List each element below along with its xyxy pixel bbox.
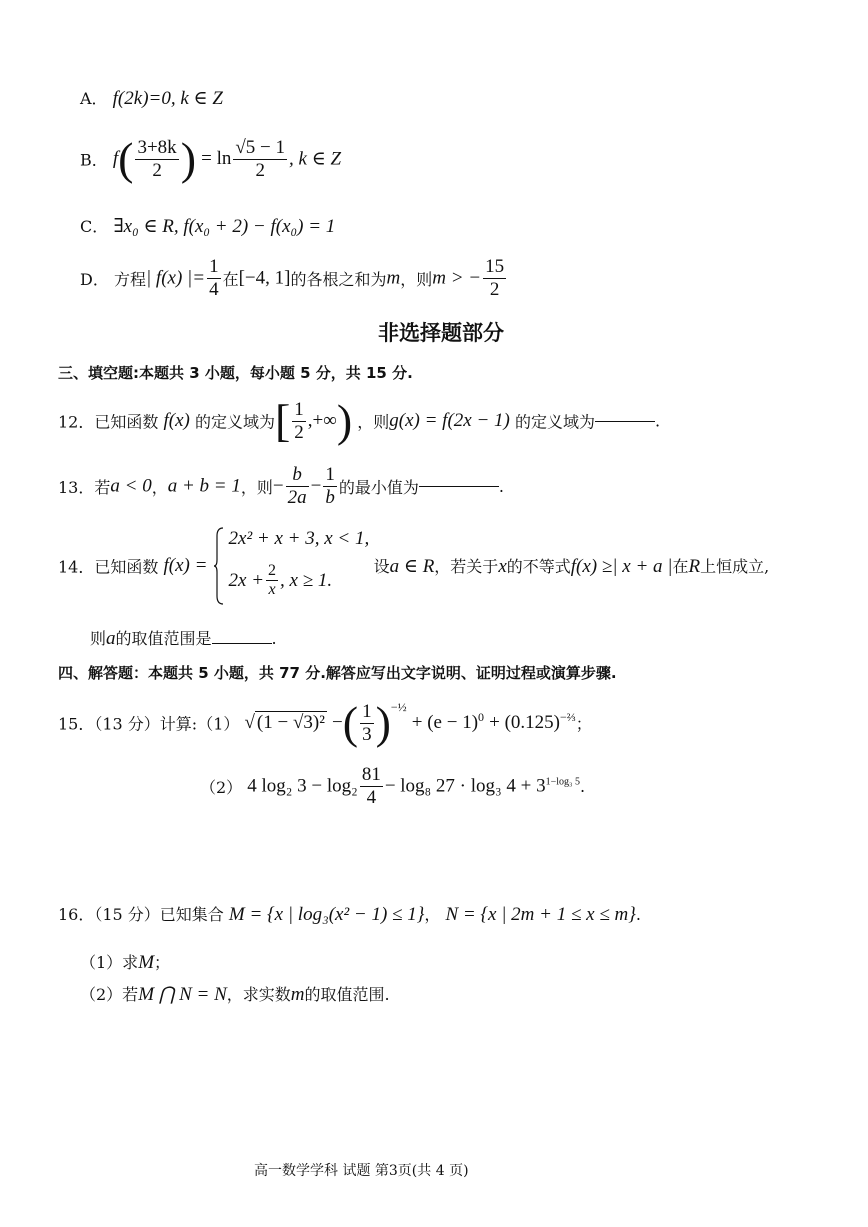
q15-frac-n: 1 — [362, 700, 372, 722]
q16-number: 16．（15 分）已知集合 — [58, 905, 224, 924]
q13-number: 13． — [58, 477, 95, 497]
option-b-tail: , k ∈ Z — [289, 148, 342, 170]
q14-number: 14． — [58, 557, 95, 577]
question-14 — [58, 526, 769, 606]
question-12 — [58, 395, 661, 446]
q13-minus: − — [272, 475, 284, 497]
q14-case2-a: 2x + — [228, 569, 265, 591]
q13-end: . — [498, 476, 504, 496]
q14-text3: 的不等式 — [506, 557, 571, 576]
option-d-mid2: 的各根之和为 — [290, 269, 387, 289]
q12-frac — [292, 399, 306, 444]
option-b-f: f — [112, 148, 119, 169]
q16-s1-end: ； — [154, 953, 171, 972]
q12-end: . — [654, 411, 661, 431]
q12-number: 12． — [58, 412, 95, 432]
q13-n1: b — [286, 464, 309, 487]
q13-frac2 — [323, 464, 337, 509]
option-b — [80, 133, 342, 184]
option-d-interval: [−4, 1] — [238, 267, 291, 289]
q13-then: ，则 — [240, 477, 273, 497]
option-c-label: C． — [80, 217, 109, 236]
q13-minus2: − — [310, 475, 322, 497]
q15-lparen: ( — [342, 697, 359, 748]
q12-answer-blank[interactable] — [595, 421, 655, 422]
q16-s2-end: 的取值范围. — [304, 985, 390, 1004]
q16-M: M = {x | log₃(x² − 1) ≤ 1} — [228, 904, 425, 925]
question-16-sub2 — [80, 982, 390, 1006]
q14-text2: ，若关于 — [434, 557, 499, 576]
q15-minus: − — [332, 712, 343, 733]
q15-exp1: −½ — [390, 700, 407, 714]
option-d-num: 1 — [209, 256, 219, 277]
q16-s2-mid: ，求实数 — [226, 985, 291, 1004]
q15-p2-b: − log₈ 27 · log₃ 4 + 3 — [384, 775, 546, 797]
q13-answer-blank[interactable] — [419, 486, 499, 487]
question-14-line2 — [90, 626, 277, 650]
question-15-part2 — [200, 764, 585, 809]
option-d-label: D． — [80, 269, 109, 289]
q15-frac — [360, 701, 374, 746]
q13-n2: 1 — [325, 464, 335, 485]
q12-g: g(x) = f(2x − 1) — [389, 410, 510, 431]
q12-int-num: 1 — [294, 398, 304, 420]
question-13 — [58, 464, 504, 509]
q13-tail: 的最小值为 — [338, 477, 419, 497]
part4-heading: 四、解答题：本题共 5 小题，共 77 分.解答应写出文字说明、证明过程或演算步骤. — [58, 664, 617, 682]
option-d-den2: 2 — [489, 278, 500, 300]
option-a — [80, 86, 223, 110]
q14-line2-a: a — [106, 628, 116, 649]
q12-int-den: 2 — [294, 421, 304, 443]
q13-sep: ， — [151, 477, 168, 497]
q12-pre: 已知函数 — [94, 412, 159, 432]
q15-p2-a: 4 log₂ 3 − log₂ — [247, 775, 358, 797]
option-d-mid: 在 — [222, 269, 239, 289]
option-d-den: 4 — [209, 278, 219, 300]
q14-text4: 在 — [672, 557, 689, 576]
question-16-sub1 — [80, 950, 170, 974]
q14-x: x — [498, 556, 507, 577]
option-b-frac2 — [233, 137, 287, 182]
option-d-num2: 15 — [485, 256, 505, 277]
q12-rparen: ) — [336, 395, 353, 446]
option-d-expr2: m > − — [432, 267, 482, 289]
q15-exp2: 0 — [478, 710, 485, 725]
q14-R: R — [688, 556, 701, 577]
q14-line2-tail: 的取值范围是 — [115, 629, 212, 648]
q15-p2-d: 4 — [366, 786, 377, 808]
option-d-mid3: ，则 — [400, 269, 433, 289]
q12-lbracket: [ — [274, 395, 291, 446]
q15-term3: + (0.125) — [489, 712, 561, 733]
q15-frac-d: 3 — [362, 723, 372, 745]
part3-heading: 三、填空题:本题共 3 小题，每小题 5 分，共 15 分. — [58, 364, 413, 382]
q14-a-in: a ∈ R — [389, 556, 435, 577]
q15-p2-frac — [360, 764, 383, 809]
page-footer: 高一数学学科 试题 第3页(共 4 页) — [254, 1163, 469, 1179]
q16-s1-pre: （1）求 — [80, 953, 139, 972]
q12-mid: 的定义域为 — [194, 412, 275, 432]
q14-text: 设 — [373, 557, 390, 576]
option-b-label: B． — [80, 150, 108, 170]
q14-case2 — [229, 562, 333, 600]
q14-answer-blank[interactable] — [212, 643, 272, 644]
q16-end: . — [635, 905, 641, 924]
question-16 — [58, 902, 641, 926]
q15-end1: ； — [575, 714, 592, 734]
option-b-den: 2 — [152, 159, 162, 181]
option-c-expr: ∃x₀ ∈ R, f(x₀ + 2) − f(x₀) = 1 — [113, 216, 336, 237]
q14-pre: 已知函数 — [94, 557, 159, 577]
q14-f: f(x) = — [163, 555, 208, 576]
option-b-lparen: ( — [118, 133, 134, 184]
q16-s2-expr: M ⋂ N = N — [138, 984, 227, 1005]
option-b-den2: 2 — [255, 159, 265, 181]
option-d — [80, 256, 508, 301]
option-b-num2: √5 − 1 — [235, 136, 286, 158]
q16-s2-pre: （2）若 — [80, 985, 139, 1004]
q15-term2: + (e − 1) — [411, 712, 479, 733]
q13-d1: 2a — [287, 486, 307, 508]
q14-case2-b: , x ≥ 1. — [280, 569, 333, 591]
q14-cases — [213, 526, 370, 606]
q16-s1-M: M — [138, 952, 155, 973]
option-c — [80, 214, 335, 238]
q15-p2-n: 81 — [361, 764, 381, 785]
q13-frac1 — [286, 464, 309, 509]
q16-N: N = {x | 2m + 1 ≤ x ≤ m} — [445, 904, 636, 925]
option-b-rparen: ) — [180, 133, 197, 184]
q13-d2: b — [325, 486, 335, 508]
q14-text5: 上恒成立, — [700, 557, 770, 576]
q12-f: f(x) — [163, 410, 190, 431]
q16-sep: ， — [424, 905, 441, 924]
q12-int-tail: ,+∞ — [307, 410, 337, 431]
q15-sqrt: √ (1 − √3)² — [244, 712, 325, 733]
q15-rparen: ) — [375, 697, 391, 748]
q15-p2: （2） — [200, 777, 243, 797]
option-d-frac2 — [483, 256, 506, 301]
q14-line2-pre: 则 — [90, 629, 107, 648]
q13-c1: a < 0 — [110, 475, 152, 497]
option-b-eq: = ln — [201, 148, 232, 169]
q15-end2: . — [580, 776, 586, 796]
q14-ineq: f(x) ≥| x + a | — [570, 556, 673, 577]
question-15 — [58, 697, 592, 748]
q12-mid2: ，则 — [357, 412, 390, 432]
option-d-expr1: | f(x) |= — [145, 267, 206, 289]
q14-case1: 2x² + x + 3, x < 1, — [228, 528, 370, 549]
q16-s2-m: m — [290, 984, 305, 1005]
q14-case2-frac — [266, 562, 278, 600]
q14-case2-n: 2 — [266, 562, 278, 581]
option-a-expr: f(2k)=0, k ∈ Z — [112, 88, 223, 109]
q14-end: . — [271, 629, 277, 648]
q13-pre: 若 — [94, 477, 111, 497]
q15-exp3: −⅔ — [560, 710, 576, 725]
q14-case2-d: x — [268, 581, 276, 599]
option-b-num: 3+8k — [137, 136, 177, 158]
option-d-pre: 方程 — [113, 269, 146, 289]
option-a-label: A． — [80, 89, 108, 108]
option-d-frac — [207, 256, 221, 301]
q15-sqrt-body: (1 − √3)² — [256, 712, 325, 733]
q12-tail: 的定义域为 — [514, 412, 595, 432]
q14-brace-icon — [213, 526, 225, 606]
q15-number: 15．（13 分）计算:（1） — [58, 714, 240, 734]
option-b-frac — [135, 137, 178, 182]
q15-p2-exp: 1−log₃ 5 — [545, 776, 581, 788]
q13-c2: a + b = 1 — [167, 475, 241, 497]
section-title: 非选择题部分 — [378, 321, 504, 345]
option-d-m: m — [386, 267, 401, 289]
